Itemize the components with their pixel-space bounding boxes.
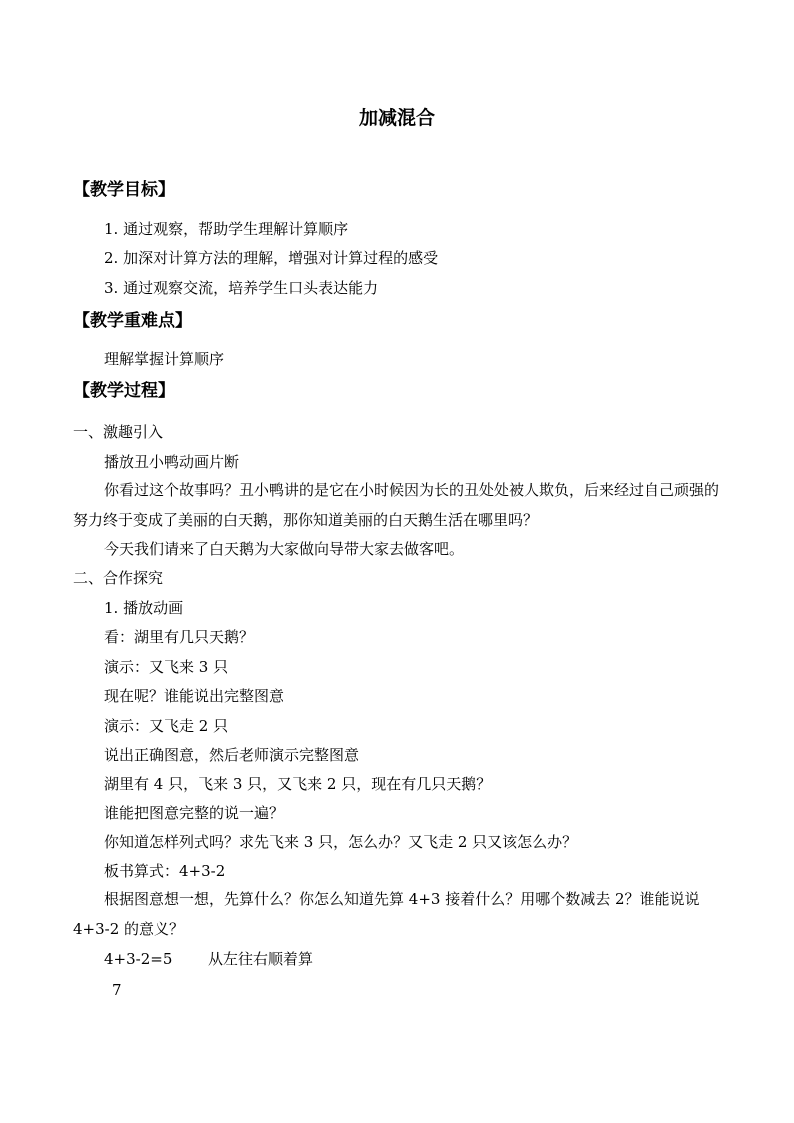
step-line: 看：湖里有几只天鹅？ xyxy=(104,628,255,646)
paragraph: 你看过这个故事吗？丑小鸭讲的是它在小时候因为长的丑处处被人欺负，后来经过自己顽强的努力终于变成了美丽的白天鹅，那你知道美丽的白天鹅生活在哪里吗？ xyxy=(73,481,720,529)
equation-step: 7 xyxy=(112,981,122,999)
objective-item: 2. 加深对计算方法的理解，增强对计算过程的感受 xyxy=(104,249,439,267)
objectives-heading: 【教学目标】 xyxy=(73,180,175,200)
step-line: 谁能把图意完整的说一遍？ xyxy=(104,804,285,822)
keypoints-heading: 【教学重难点】 xyxy=(73,311,192,331)
step-line: 现在呢？谁能说出完整图意 xyxy=(104,687,285,705)
step-line: 说出正确图意，然后老师演示完整图意 xyxy=(104,746,360,764)
paragraph-line: 今天我们请来了白天鹅为大家做向导带大家去做客吧。 xyxy=(104,540,465,558)
process-heading: 【教学过程】 xyxy=(73,381,175,401)
objective-item: 3. 通过观察交流，培养学生口头表达能力 xyxy=(104,279,379,297)
section-heading: 一、激趣引入 xyxy=(73,423,164,441)
objective-item: 1. 通过观察，帮助学生理解计算顺序 xyxy=(104,220,349,238)
page-title: 加减混合 xyxy=(358,107,435,129)
paragraph: 根据图意想一想，先算什么？你怎么知道先算 4+3 接着什么？用哪个数减去 2？谁能说说 4+3-2 的意义？ xyxy=(73,890,700,938)
section-heading: 二、合作探究 xyxy=(73,569,164,587)
step-line: 演示：又飞走 2 只 xyxy=(104,717,229,735)
equation-note: 从左往右顺着算 xyxy=(208,950,314,968)
step-line: 你知道怎样列式吗？求先飞来 3 只，怎么办？又飞走 2 只又该怎么办？ xyxy=(104,833,578,851)
equation: 4+3-2=5 xyxy=(104,950,173,968)
keypoints-text: 理解掌握计算顺序 xyxy=(104,350,225,368)
step-line: 演示：又飞来 3 只 xyxy=(104,658,229,676)
step-line: 板书算式：4+3-2 xyxy=(104,862,226,880)
step-line: 湖里有 4 只，飞来 3 只，又飞来 2 只，现在有几只天鹅？ xyxy=(104,775,492,793)
paragraph-line: 播放丑小鸭动画片断 xyxy=(104,453,240,471)
step-line: 1. 播放动画 xyxy=(104,599,184,617)
